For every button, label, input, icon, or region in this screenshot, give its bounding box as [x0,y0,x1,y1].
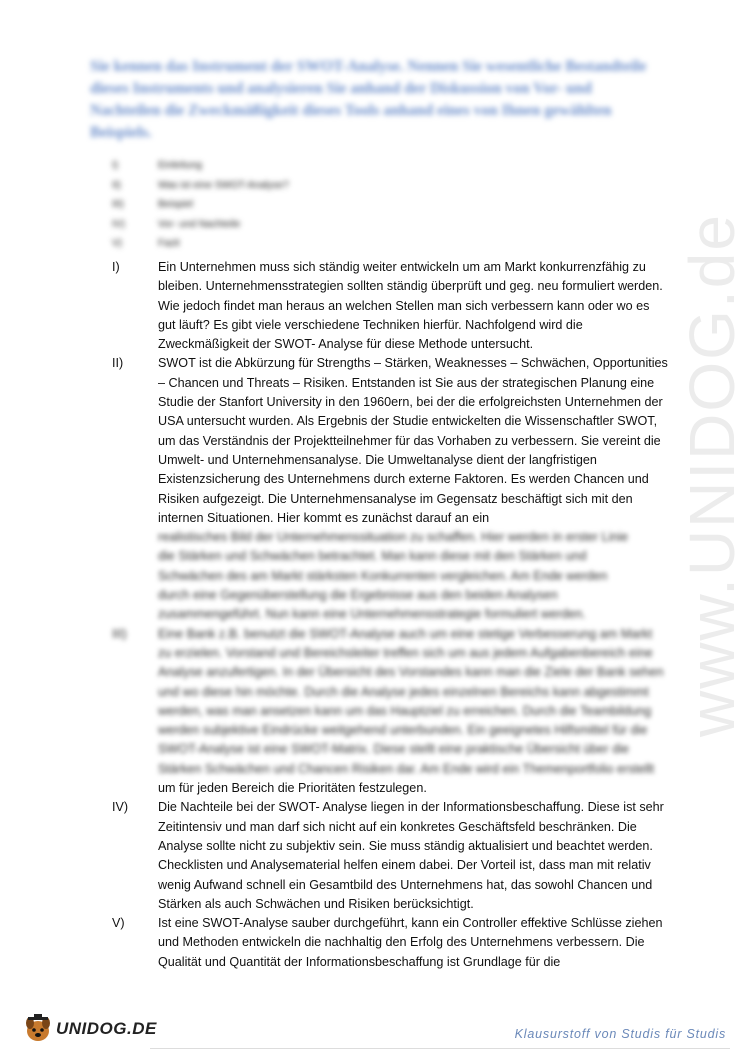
section-number: IV) [112,800,129,815]
blurred-line: werden subjektive Eindrücke weitgehend unterbunden. Ein geeignetes Hilfsmittel für die [158,723,648,738]
section-text: SWOT ist die Abkürzung für Strengths – Stärken, Weaknesses – Schwächen, Opportunities – Chancen und Threats – Risiken. Entstanden ist Sie aus der strategischen Planung eine Studie der Stanfort University in den 1960ern, bei der die erfolgreichsten Unternehmen der USA untersucht wurden. Als Ergebnis der Studie entwickelten die Wissenschaftler SWOT, um das Verständnis der Projektteilnehmer für das Vorhaben zu verbessern. Sie vereint die Umwelt- und Unternehmensanalyse. Die Umweltanalyse dient der langfristigen Existenzsicherung des Unternehmens durch externe Faktoren. Es werden Chancen und Risiken aufgezeigt. Die Unternehmensanalyse im Gegensatz beschäftigt sich mit den internen Situationen. Hier kommt es zunächst darauf an ein [158,356,668,525]
section-conclusion [112,914,672,972]
table-of-contents [112,160,512,258]
section-number: V) [112,916,125,931]
toc-label: Was ist eine SWOT-Analyse? [158,179,289,191]
blurred-line: zusammengeführt. Nun kann eine Unternehmensstrategie formuliert werden. [158,607,586,622]
blurred-line: Schwächen des am Markt stärksten Konkurrenten vergleichen. Am Ende werden [158,568,608,583]
toc-label: Beispiel [158,199,194,210]
section-number: III) [112,626,127,641]
toc-label: Fazit [158,238,180,249]
blurred-line: Stärken Schwächen und Chancen Risiken dar. Am Ende wird ein Themenportfolio erstellt [158,761,655,776]
blurred-line: und wo diese hin möchte. Durch die Analyse jedes einzelnen Bereichs kann abgestimmt [158,684,649,699]
blurred-line: die Stärken und Schwächen betrachtet. Man kann diese mit den Stärken und [158,549,587,564]
toc-num: III) [112,199,124,210]
footer-tagline: Klausurstoff von Studis für Studis [514,1027,726,1041]
blurred-line: zu erzielen. Vorstand und Bereichsleiter treffen sich um aus jedem Aufgabenbereich eine [158,645,653,660]
blurred-line: Eine Bank z.B. benutzt die SWOT-Analyse auch um eine stetige Verbesserung am Markt [158,626,653,641]
section-text: Ein Unternehmen muss sich ständig weiter entwickeln um am Markt konkurrenzfähig zu bleiben. Unternehmensstrategien sollten ständig überprüft und geg. neu formuliert werden. Wie jedoch findet man heraus an welchen Stellen man sich verbessern kann oder wo es gut läuft? Es gibt viele verschiedene Techniken hierfür. Nachfolgend wird die Zweckmäßigkeit der SWOT- Analyse für diese Methode untersucht. [158,260,663,352]
toc-item [112,238,512,258]
toc-label: Einleitung [158,160,202,171]
footer-divider [150,1048,730,1049]
section-number: I) [112,260,120,274]
dog-icon [22,1013,54,1045]
blurred-line: SWOT-Analyse ist eine SWOT-Matrix. Diese stellt eine praktische Übersicht über die [158,742,630,757]
section-text: Ist eine SWOT-Analyse sauber durchgeführt, kann ein Controller effektive Schlüsse ziehen und Methoden entwickeln die nachhaltig den Erfolg des Unternehmens verbessern. Die Qualität und Quantität der Informationsbeschaffung ist Grundlage für die [158,916,663,969]
blurred-line: werden, was man ansetzen kann um das Hauptziel zu erreichen. Durch die Teambildung [158,703,652,718]
toc-item [112,180,512,200]
toc-num: IV) [112,218,125,230]
unidog-logo[interactable] [22,1012,157,1046]
section-pros-cons [112,798,672,914]
toc-item [112,219,512,239]
document-body [112,258,672,972]
toc-num: II) [112,179,121,191]
logo-text: UNIDOG.DE [56,1019,157,1038]
toc-label: Vor- und Nachteile [158,218,241,230]
section-introduction [112,258,672,354]
section-number: II) [112,356,124,371]
blurred-line: Analyse anzufertigen. In der Übersicht des Vorstandes kann man die Ziele der Bank sehen [158,665,664,680]
section-definition [112,354,672,624]
blurred-line: durch eine Gegenüberstellung die Ergebnisse aus den beiden Analysen [158,588,558,603]
watermark: www.UNIDOG.de [676,213,748,737]
toc-item [112,199,512,219]
blurred-line: realistisches Bild der Unternehmenssituation zu schaffen. Hier werden in erster Linie [158,530,629,545]
section-example [112,625,672,799]
toc-num: I) [112,160,119,171]
toc-num: V) [112,238,122,249]
section-text: Die Nachteile bei der SWOT- Analyse liegen in der Informationsbeschaffung. Diese ist sehr Zeitintensiv und man darf sich nicht auf ein konkretes Geschäftsfeld beschränken. Die Analyse sollte nicht zu subjektiv sein. Sie muss ständig aktualisiert und beachtet werden. Checklisten und Analysematerial helfen einem dabei. Der Vorteil ist, dass man mit relativ wenig Aufwand schnell ein Gesamtbild des Unternehmens hat, das sowohl Chancen und Stärken als auch Schwächen und Risiken berücksichtigt. [158,800,664,911]
toc-item [112,160,512,180]
section-text: um für jeden Bereich die Prioritäten festzulegen. [158,781,427,796]
assignment-title: Sie kennen das Instrument der SWOT-Analyse. Nennen Sie wesentliche Bestandteile dieses Instruments und analysieren Sie anhand der Diskussion von Vor- und Nachteilen die Zweckmäßigkeit dieses Tools anhand eines von Ihnen gewählten Beispiels. [90,58,647,141]
